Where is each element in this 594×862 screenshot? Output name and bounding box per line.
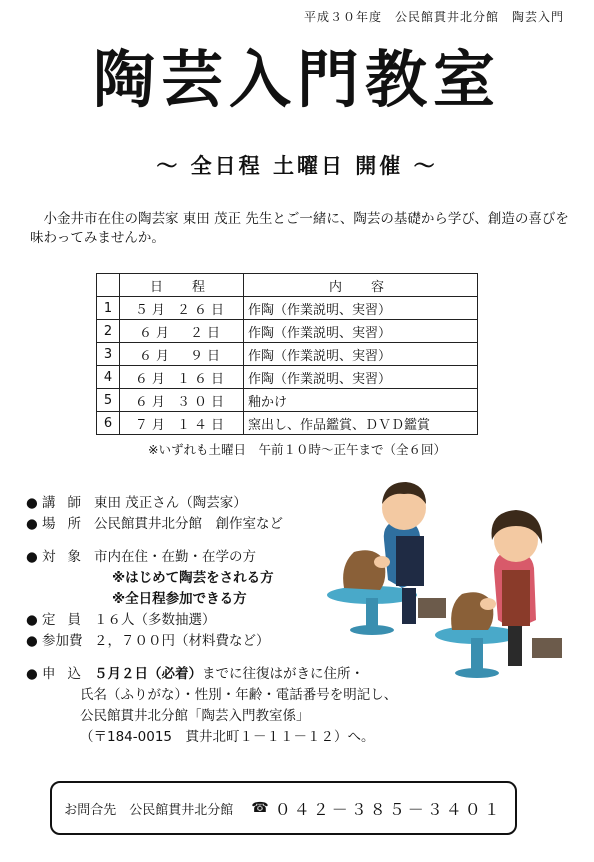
column-header-date: 日 程	[120, 274, 244, 297]
row-number: 4	[97, 366, 120, 389]
detail-value: 市内在住・在勤・在学の方	[94, 549, 256, 565]
row-content: 作陶（作業説明、実習）	[244, 366, 478, 389]
detail-value: １６人（多数抽選）	[94, 612, 216, 628]
detail-value: 公民館貫井北分館 創作室など	[94, 516, 283, 532]
contact-label: お問合先 公民館貫井北分館	[64, 802, 234, 818]
row-content: 作陶（作業説明、実習）	[244, 297, 478, 320]
bullet-icon: ●	[26, 495, 38, 511]
row-number: 3	[97, 343, 120, 366]
apply-line: 氏名（ふりがな）・性別・年齢・電話番号を明記し、	[80, 687, 398, 703]
schedule-note: ※いずれも土曜日 午前１０時～正午まで（全６回）	[148, 442, 446, 457]
row-number: 1	[97, 297, 120, 320]
apply-line: （〒184-0015 貫井北町１－１１－１２）へ。	[80, 729, 375, 745]
pottery-illustration	[322, 470, 572, 690]
table-row	[97, 412, 478, 435]
row-date: ７月 １４日	[120, 412, 244, 435]
contact-phone: ０４２－３８５－３４０１	[274, 799, 503, 819]
contact-box	[50, 781, 517, 835]
detail-label: 参加費	[42, 633, 83, 649]
phone-icon: ☎	[251, 800, 269, 816]
table-row	[97, 320, 478, 343]
row-date: ６月 ３０日	[120, 389, 244, 412]
detail-value: ２，７００円（材料費など）	[94, 633, 270, 649]
row-number: 6	[97, 412, 120, 435]
potter-woman-figure	[435, 510, 562, 678]
detail-label: 申込	[42, 666, 93, 682]
schedule-table	[96, 273, 478, 435]
bullet-icon: ●	[26, 516, 38, 532]
detail-label: 講師	[42, 495, 93, 511]
detail-value: までに往復はがきに住所・	[202, 666, 364, 682]
column-header-content: 内 容	[244, 274, 478, 297]
row-content: 作陶（作業説明、実習）	[244, 320, 478, 343]
column-header-no	[97, 274, 120, 297]
row-content: 作陶（作業説明、実習）	[244, 343, 478, 366]
table-row	[97, 343, 478, 366]
subtitle: ～ 全日程 土曜日 開催 ～	[156, 154, 438, 178]
header-line: 平成３０年度 公民館貫井北分館 陶芸入門	[303, 10, 564, 24]
table-row	[97, 389, 478, 412]
bullet-icon: ●	[26, 549, 38, 565]
detail-label: 対象	[42, 549, 93, 565]
detail-label: 定員	[42, 612, 93, 628]
bullet-icon: ●	[26, 666, 38, 682]
bullet-icon: ●	[26, 633, 38, 649]
bullet-icon: ●	[26, 612, 38, 628]
potter-man-figure	[327, 482, 446, 635]
table-header-row	[97, 274, 478, 297]
detail-target-note: ※全日程参加できる方	[112, 591, 247, 607]
row-date: ６月 １６日	[120, 366, 244, 389]
apply-deadline: ５月２日（必着）	[94, 666, 202, 682]
table-row	[97, 297, 478, 320]
row-content: 釉かけ	[244, 389, 478, 412]
row-number: 2	[97, 320, 120, 343]
detail-target-note: ※はじめて陶芸をされる方	[112, 570, 274, 586]
intro-paragraph: 小金井市在住の陶芸家 東田 茂正 先生とご一緒に、陶芸の基礎から学び、創造の喜びを味わってみませんか。	[30, 211, 569, 246]
table-row	[97, 366, 478, 389]
row-date: ６月 ２日	[120, 320, 244, 343]
row-content: 窯出し、作品鑑賞、ＤＶＤ鑑賞	[244, 412, 478, 435]
detail-label: 場所	[42, 516, 93, 532]
row-date: ５月 ２６日	[120, 297, 244, 320]
apply-line: 公民館貫井北分館「陶芸入門教室係」	[80, 708, 310, 724]
detail-value: 東田 茂正さん（陶芸家）	[94, 495, 247, 511]
page-title: 陶芸入門教室	[92, 43, 501, 116]
row-number: 5	[97, 389, 120, 412]
row-date: ６月 ９日	[120, 343, 244, 366]
